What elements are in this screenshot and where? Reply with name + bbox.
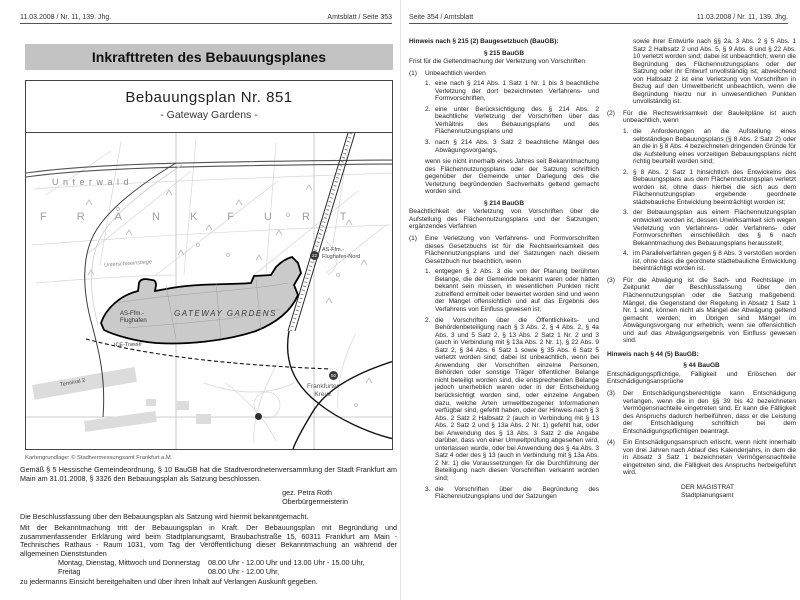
legal-text-column-1 bbox=[409, 38, 599, 501]
issuer-department: Stadtplanungsamt bbox=[681, 491, 734, 499]
road-junction-dot bbox=[255, 413, 262, 420]
header-page-number: Amtsblatt / Seite 353 bbox=[327, 14, 392, 21]
closing-paragraph: zu jedermanns Einsicht bereitgehalten und über ihren Inhalt auf Verlangen Auskunft gegeben. bbox=[20, 577, 318, 586]
map-label-as-flughafen bbox=[120, 311, 147, 325]
list-item bbox=[623, 250, 796, 273]
plan-map bbox=[26, 133, 392, 449]
map-label-line: Flughafen-Nord bbox=[322, 253, 361, 260]
page-header-left bbox=[20, 14, 392, 24]
road-badge-50: 50 bbox=[330, 373, 336, 378]
list-item bbox=[425, 139, 599, 154]
plan-map-title-block bbox=[26, 81, 392, 133]
law-subtitle-44: Entschädigungspflichtige, Fälligkeit und Erlöschen der Entschädigungsansprüche bbox=[607, 370, 796, 386]
paragraph-marker: (4) bbox=[607, 439, 615, 447]
list-item-text: § 8 Abs. 2 Satz 1 hinsichtlich des Entwickelns des Bebauungsplans aus dem Flächennutzungsplan verletzt worden ist, ohne dass hierbei die sich aus dem Flächennutzungsplan ergebende geordnete städtebauliche Entwicklung beeinträchtigt worden ist; bbox=[633, 168, 796, 206]
list-item-number: 2. bbox=[623, 168, 629, 176]
paragraph-214-1 bbox=[409, 235, 599, 265]
list-item bbox=[425, 106, 599, 136]
law-subtitle-215: Frist für die Geltendmachung der Verletzung von Vorschriften bbox=[409, 58, 585, 66]
law-subtitle-214: Beachtlichkeit der Verletzung von Vorschriften über die Aufstellung des Flächennutzungsplans und der Satzungen; ergänzendes Verfahren bbox=[409, 208, 599, 231]
list-item-number: 3. bbox=[623, 209, 629, 217]
header-date: 11.03.2008 / Nr. 11, 139. Jhg. bbox=[696, 14, 788, 21]
paragraph-text: Für die Abwägung ist die Sach- und Rechtslage im Zeitpunkt der Beschlussfassung über den Flächennutzungsplan oder die Satzung maßgebend. Mängel, die Gegenstand der Regelung in Absatz 1 Satz 1 Nr. 1 sind, können nicht als Mängel der Abwägung geltend gemacht werden; im Übrigen sind Mängel im Abwägungsvorgang nur erheblich, wenn sie offensichtlich und auf das Abwägungsergebnis von Einfluss gewesen sind. bbox=[623, 276, 796, 345]
paragraph-marker: (3) bbox=[607, 389, 615, 397]
map-source-caption: Kartengrundlage: © Stadtvermessungsamt Frankfurt a.M. bbox=[25, 455, 173, 461]
announcement-banner: Inkrafttreten des Bebauungsplanes bbox=[25, 44, 393, 70]
road-badge-22: 22 bbox=[311, 253, 317, 258]
list-item-text: die Vorschriften über die Begründung des Flächennutzungsplans und der Satzungen bbox=[435, 485, 599, 501]
list-item-text: im Parallelverfahren gegen § 8 Abs. 3 verstoßen worden ist, ohne dass die geordnete städtebauliche Entwicklung beeinträchtigt worden ist. bbox=[633, 250, 796, 273]
map-label-unterwald: Unterwald bbox=[52, 177, 134, 187]
page-right bbox=[400, 0, 800, 600]
list-item-number: 2. bbox=[425, 105, 431, 113]
list-item bbox=[425, 486, 599, 501]
signature-block bbox=[282, 489, 348, 506]
page-header-right bbox=[409, 14, 788, 24]
paragraph-marker: (3) bbox=[607, 276, 615, 284]
office-hours-times: 08.00 Uhr - 12.00 Uhr und 13.00 Uhr - 15.00 Uhr, bbox=[208, 558, 365, 567]
map-label-line: AS-Ffm.- bbox=[120, 311, 144, 317]
office-hours-days: Freitag bbox=[58, 566, 81, 576]
list-item-number: 3. bbox=[425, 485, 431, 493]
law-title-215: § 215 BauGB bbox=[483, 49, 525, 57]
announcement-paragraph: Die Beschlussfassung über den Bebauungsplan als Satzung wird hiermit bekanntgemacht. bbox=[20, 512, 309, 521]
map-label-unterschweinstiege: Unterschweinstiege bbox=[103, 259, 153, 269]
paragraph-text: Ein Entschädigungsanspruch erlischt, wenn nicht innerhalb von drei Jahren nach Ablauf des Kalenderjahrs, in dem die in Absatz 3 Satz 1 bezeichneten Vermögensnachteile eingetreten sind, die Fälligkeit des Anspruchs herbeigeführt wird. bbox=[623, 439, 796, 477]
plan-number-title: Bebauungsplan Nr. 851 bbox=[125, 89, 293, 106]
issuer-block bbox=[681, 484, 796, 500]
inspection-paragraph: Mit der Bekanntmachung tritt der Bebauungsplan in Kraft. Der Bebauungsplan mit Begründung und zusammenfassender Erklärung wird beim Stadtplanungsamt, Braubachstraße 15, 60311 Frankfurt am Main - Technisches Rathaus - Raum 1031, vom Tag der Veröffentlichung dieser Bekanntmachung an während der allgemeinen Dienststunden bbox=[20, 523, 397, 559]
law-title-214: § 214 BauGB bbox=[483, 199, 525, 207]
list-item bbox=[623, 128, 796, 166]
law-title-44: § 44 BauGB bbox=[683, 362, 720, 370]
map-label-ice-trasse: ICE-Trasse bbox=[113, 341, 142, 349]
list-item-text: die Vorschriften über die Öffentlichkeits- und Behördenbeteiligung nach § 3 Abs. 2, § 4 Abs. 2, § 4a Abs. 3 und 5 Satz 2, § 13 Abs. 2 Satz 1 Nr. 2 und 3 (auch in Verbindung mit § 13a Abs. 2 Nr. 1), § 22 Abs. 9 Satz 2, § 34 Abs. 6 Satz 1 sowie § 35 Abs. 6 Satz 5 verletzt worden sind; dabei ist unbeachtlich, wenn bei Anwendung der Vorschriften einzelne Personen, Behörden oder sonstige Träger öffentlicher Belange nicht beteiligt worden sind, die entsprechenden Belange jedoch unerheblich waren oder in der Entscheidung berücksichtigt worden sind, oder einzelne Angaben dazu, welche Arten umweltbezogener Informationen verfügbar sind, gefehlt haben, oder der Hinweis nach § 3 Abs. 2 Satz 2 Halbsatz 2 (auch in Verbindung mit § 13 Abs. 2 Satz 2 und § 13a Abs. 2 Nr. 1) gefehlt hat, oder bei Anwendung des § 13 Abs. 3 Satz 2 die Angabe darüber, dass von einer Umweltprüfung abgesehen wird, unterlassen wurde, oder bei Anwendung des § 4a Abs. 3 Satz 4 oder des § 13 (auch in Verbindung mit § 13a Abs. 2 Nr. 1) die Voraussetzungen für die Durchführung der Beteiligung nach diesen Vorschriften verkannt worden sind; bbox=[435, 316, 599, 482]
list-item-number: 1. bbox=[425, 268, 431, 276]
paragraph-214-3 bbox=[607, 277, 796, 345]
office-hours-row bbox=[58, 568, 397, 577]
signature-title: Oberbürgermeisterin bbox=[282, 496, 348, 506]
office-hours bbox=[58, 559, 397, 576]
map-label-line: AS-Ffm.- bbox=[322, 247, 344, 253]
paragraph-214-2 bbox=[607, 110, 796, 125]
list-item bbox=[623, 209, 796, 247]
list-item bbox=[623, 169, 796, 207]
list-item-number: 4. bbox=[623, 250, 629, 258]
office-hours-times: 08.00 Uhr - 12.00 Uhr, bbox=[208, 566, 280, 576]
list-item-text: entgegen § 2 Abs. 3 die von der Planung berührten Belange, die der Gemeinde bekannt waren oder hätten bekannt sein müssen, in wesentlichen Punkten nicht zutreffend ermittelt oder bewertet worden sind und wenn der Mangel offensichtlich und auf das Ergebnis des Verfahrens von Einfluss gewesen ist; bbox=[435, 268, 599, 313]
paragraph-44-3 bbox=[607, 390, 796, 435]
list-item-number: 3. bbox=[425, 139, 431, 147]
map-label-line: Kreuz bbox=[314, 391, 332, 398]
list-item-text: eine unter Berücksichtigung des § 214 Abs. 2 beachtliche Verletzung der Vorschriften über das Verhältnis des Bebauungsplans und des Flächennutzungsplans und bbox=[435, 105, 599, 136]
list-item-text: nach § 214 Abs. 3 Satz 2 beachtliche Mängel des Abwägungsvorgangs, bbox=[435, 139, 599, 154]
paragraph-text: Eine Verletzung von Verfahrens- und Formvorschriften dieses Gesetzbuchs ist für die Rechtswirksamkeit des Flächennutzungsplans und der Satzungen nach diesem Gesetzbuch nur beachtlich, wenn bbox=[425, 235, 599, 265]
map-label-terminal-2: Terminal 2 bbox=[59, 377, 86, 389]
paragraph-marker: (1) bbox=[409, 235, 417, 243]
list-item-number: 1. bbox=[623, 128, 629, 136]
office-hours-days: Montag, Dienstag, Mittwoch und Donnerstag bbox=[58, 558, 200, 567]
list-item-number: 1. bbox=[425, 80, 431, 88]
paragraph-marker: (1) bbox=[409, 69, 417, 77]
map-label-frankfurter-kreuz bbox=[307, 383, 339, 399]
map-label-line: Frankfurter bbox=[307, 383, 339, 390]
plan-map-frame bbox=[25, 80, 393, 450]
signature-name: gez. Petra Roth bbox=[282, 488, 333, 497]
header-date: 11.03.2008 / Nr. 11, 139. Jhg. bbox=[20, 14, 112, 21]
paragraph-text: Der Entschädigungsberechtigte kann Entschädigung verlangen, wenn die in den §§ 39 bis 42 bezeichneten Vermögensnachteile eingetreten sind. Er kann die Fälligkeit des Anspruchs dadurch herbeiführen, dass er die Leistung der Entschädigung schriftlich bei dem Entschädigungspflichtigen beantragt. bbox=[623, 389, 796, 435]
paragraph-text: Für die Rechtswirksamkeit der Bauleitpläne ist auch unbeachtlich, wenn bbox=[623, 109, 796, 125]
notice-heading-215: Hinweis nach § 215 (2) Baugesetzbuch (BauGB): bbox=[409, 38, 559, 45]
paragraph-text: Unbeachtlich werden bbox=[425, 69, 486, 77]
list-item-text: die Anforderungen an die Aufstellung eines selbständigen Bebauungsplans (§ 8 Abs. 2 Satz 2) oder an die in § 8 Abs. 4 bezeichneten dringenden Gründe für die Aufstellung eines vorzeitigen Bebauungsplans nicht richtig beurteilt worden sind; bbox=[633, 128, 796, 166]
paragraph-marker: (2) bbox=[607, 109, 615, 117]
list-item bbox=[425, 268, 599, 313]
list-item bbox=[425, 317, 599, 483]
header-page-number: Seite 354 / Amtsblatt bbox=[409, 14, 474, 21]
list-item-number: 2. bbox=[425, 316, 431, 324]
paragraph-44-4 bbox=[607, 439, 796, 477]
resolution-paragraph: Gemäß § 5 Hessische Gemeindeordnung, § 10 BauGB hat die Stadtverordnetenversammlung der Stadt Frankfurt am Main am 31.01.2008, § 3326 den Bebauungsplan als Satzung beschlossen. bbox=[20, 465, 397, 483]
paragraph-215-1 bbox=[409, 70, 599, 78]
legal-text-column-2 bbox=[607, 38, 796, 500]
map-label-as-flughafen-nord bbox=[322, 247, 360, 260]
paragraph-continuation: wenn sie nicht innerhalb eines Jahres seit Bekanntmachung des Flächennutzungsplans oder der Satzung schriftlich gegenüber der Gemeinde unter Darlegung des die Verletzung begründenden Sachverhalts geltend gemacht worden sind. bbox=[425, 158, 599, 196]
list-item-text: der Bebauungsplan aus einem Flächennutzungsplan entwickelt worden ist, dessen Unwirksamkeit sich wegen Verletzung von Verfahrens- oder Verfahrens- oder Formvorschriften einschließlich des § 6 nach Bekanntmachung des Bebauungsplans herausstellt; bbox=[633, 209, 796, 247]
plan-subtitle: - Gateway Gardens - bbox=[160, 109, 258, 121]
list-item bbox=[425, 80, 599, 103]
map-label-frankfurt: FRANKFURT bbox=[40, 211, 377, 223]
list-item-text: eine nach § 214 Abs. 1 Satz 1 Nr. 1 bis 3 beachtliche Verletzung der dort bezeichneten Verfahrens- und Formvorschriften, bbox=[435, 80, 599, 103]
map-label-gateway-gardens: GATEWAY GARDENS bbox=[174, 309, 277, 318]
list-item-continuation: sowie ihrer Entwürfe nach §§ 2a, 3 Abs. 2 § 5 Abs. 1 Satz 2 Halbsatz 2 und Abs. 5, § 9 Abs. 8 und § 22 Abs. 10 verletzt worden sind; dabei ist unbeachtlich, wenn die Begründung des Flächennutzungsplans oder der Satzung oder ihr Entwurf unvollständig ist; abweichend von Halbsatz 2 ist eine Verletzung von Vorschriften in Bezug auf den Umweltbericht unbeachtlich, wenn die Begründung hierzu nur in unwesentlichen Punkten unvollständig ist. bbox=[633, 38, 796, 106]
notice-heading-44: Hinweis nach § 44 (5) BauGB: bbox=[607, 350, 699, 358]
map-label-line: Flughafen bbox=[120, 318, 147, 324]
issuer-name: DER MAGISTRAT bbox=[681, 483, 734, 491]
